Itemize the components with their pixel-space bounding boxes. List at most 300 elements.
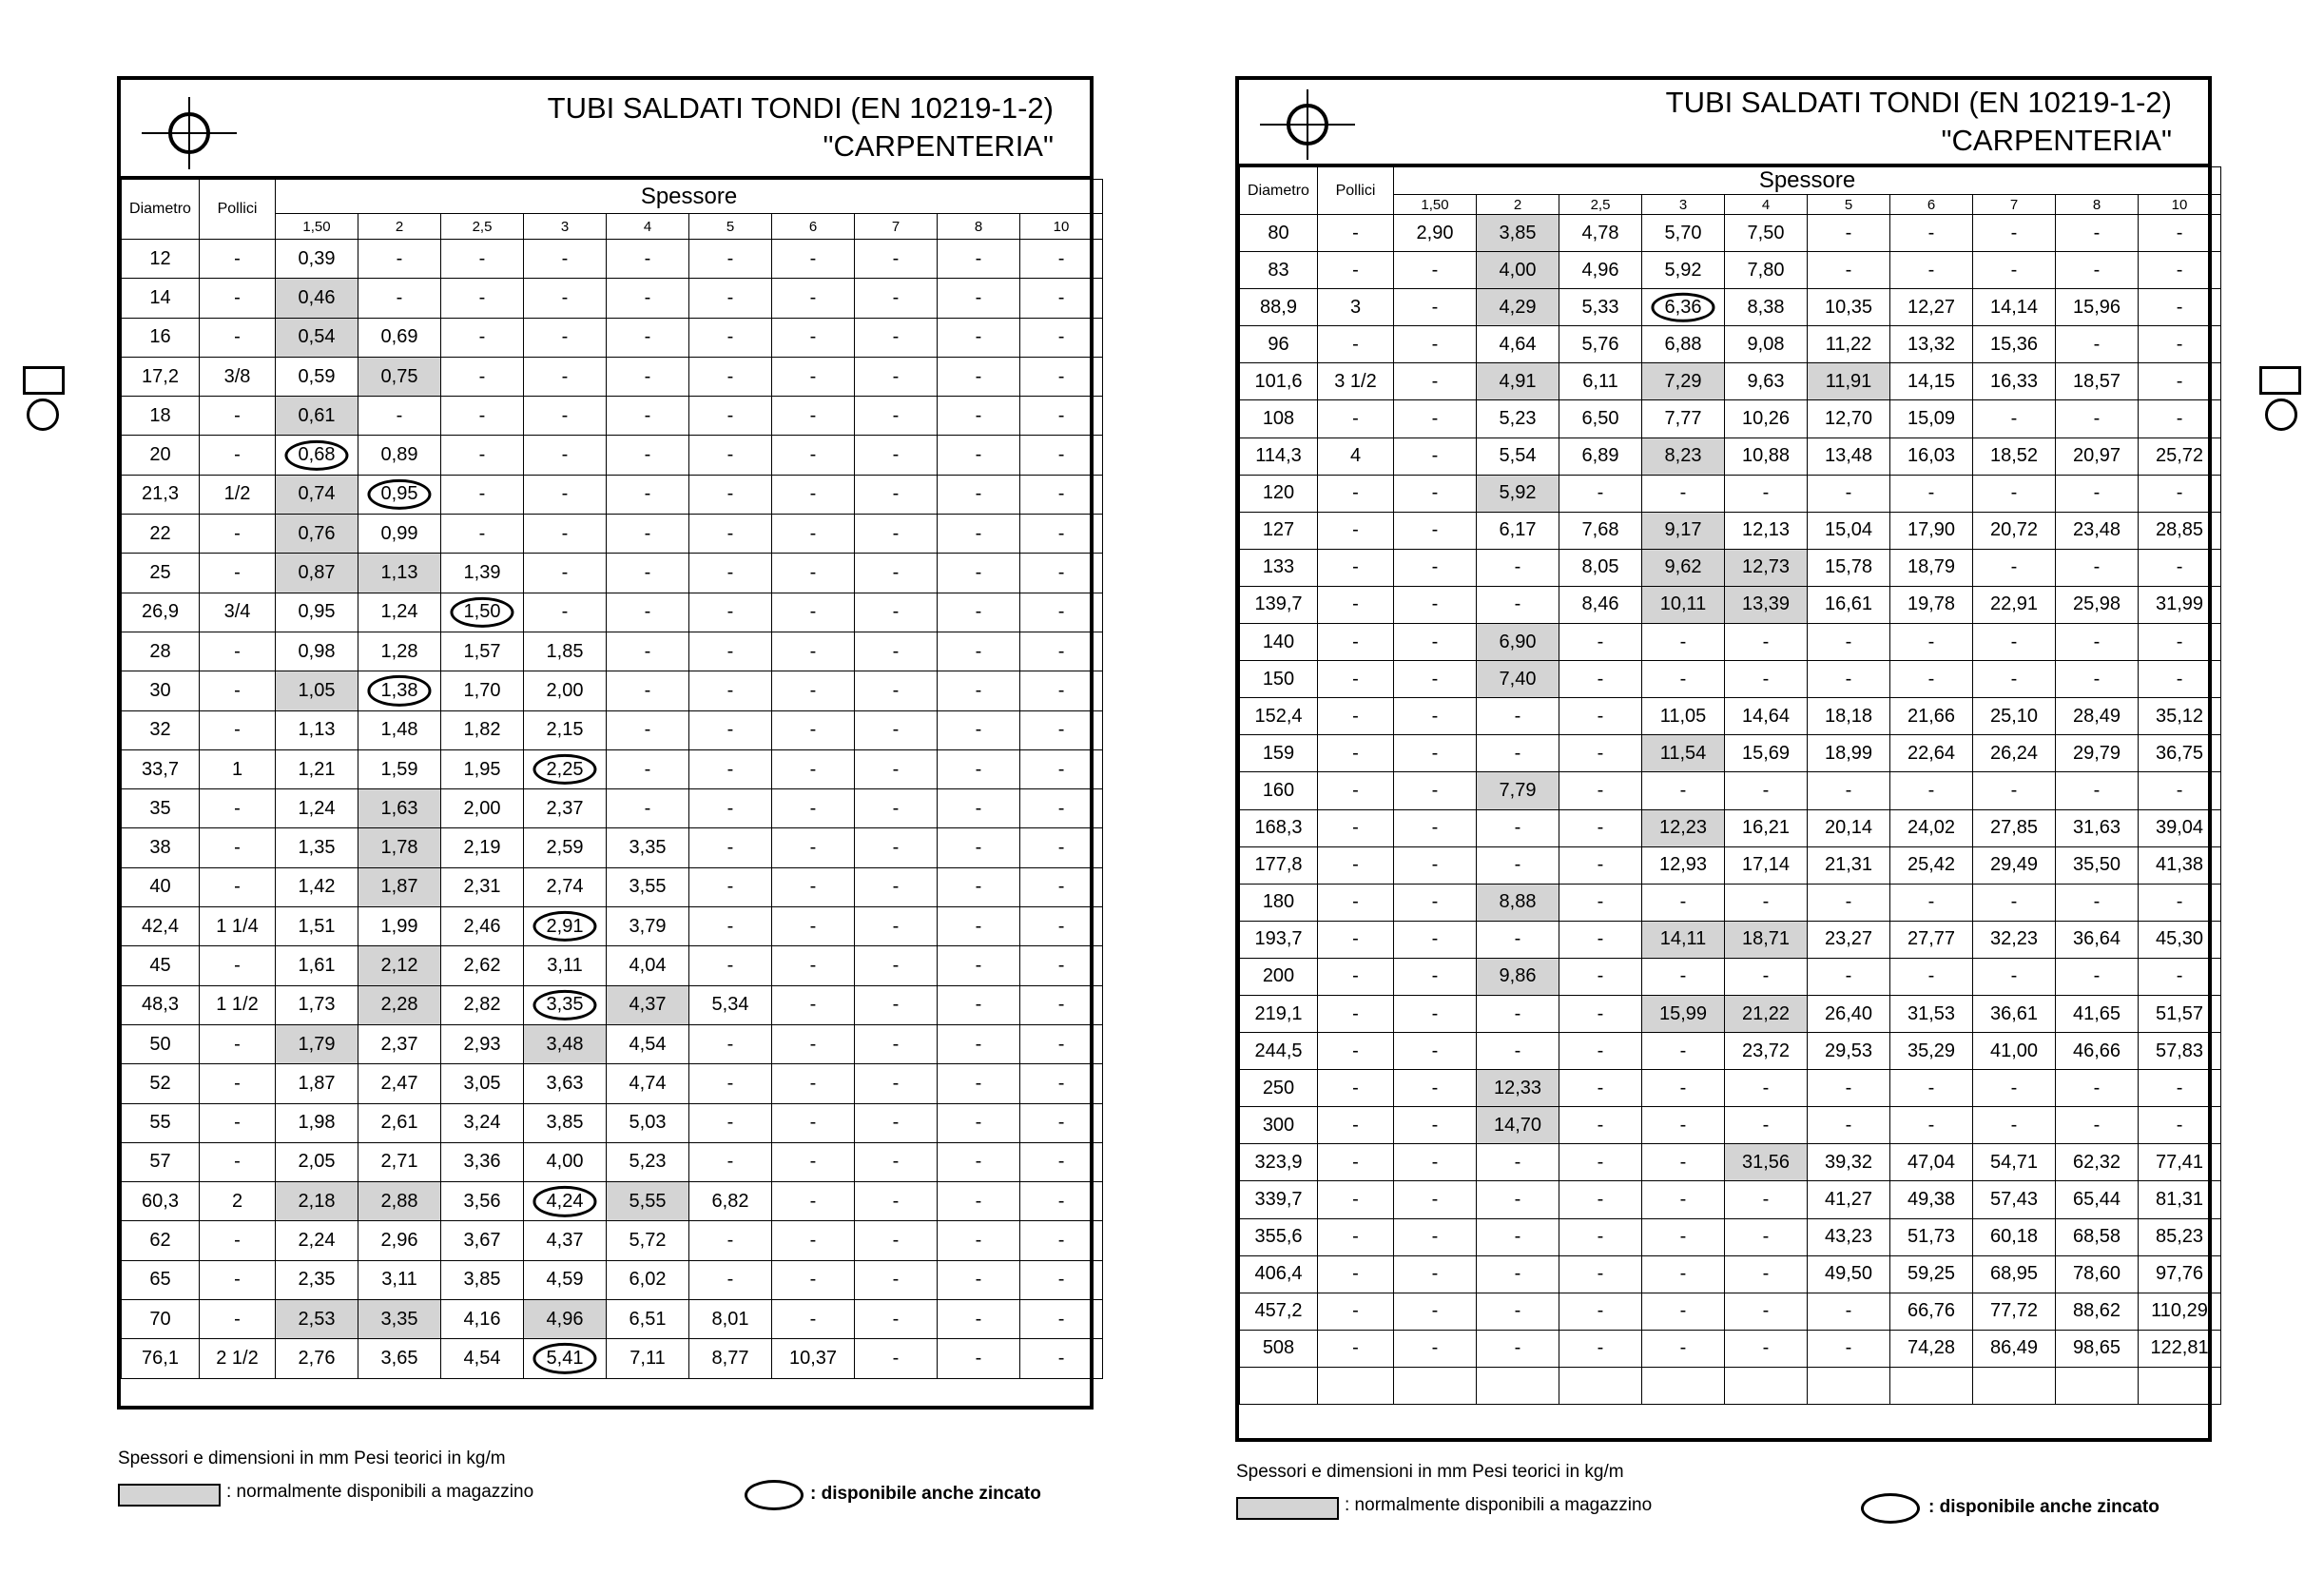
weight-cell: - bbox=[524, 357, 607, 396]
weight-cell: 0,61 bbox=[276, 397, 358, 436]
inch-cell: - bbox=[200, 279, 276, 318]
weight-cell: - bbox=[607, 475, 689, 514]
weight-cell: 5,55 bbox=[607, 1182, 689, 1221]
weight-cell: 13,48 bbox=[1808, 438, 1890, 475]
weight-cell: 36,75 bbox=[2139, 735, 2221, 772]
weight-cell: - bbox=[855, 1300, 938, 1339]
weight-cell: 10,11 bbox=[1642, 586, 1725, 623]
diameter-cell: 65 bbox=[122, 1260, 200, 1299]
inch-cell: - bbox=[200, 1260, 276, 1299]
weight-cell: - bbox=[855, 1024, 938, 1063]
weight-cell: - bbox=[1020, 632, 1103, 671]
weight-value: 5,41 bbox=[546, 1347, 584, 1369]
weight-cell: 3,65 bbox=[358, 1339, 441, 1378]
right-legend-shaded-swatch bbox=[1236, 1497, 1339, 1520]
weight-cell: 2,96 bbox=[358, 1221, 441, 1260]
weight-cell: 0,87 bbox=[276, 554, 358, 593]
table-row bbox=[1240, 1144, 2221, 1181]
weight-cell: 18,57 bbox=[2056, 363, 2139, 400]
weight-cell: - bbox=[772, 357, 855, 396]
weight-cell bbox=[1642, 289, 1725, 326]
weight-cell: 28,85 bbox=[2139, 512, 2221, 549]
weight-cell: - bbox=[1808, 772, 1890, 809]
weight-cell: 22,64 bbox=[1890, 735, 1973, 772]
diameter-cell: 20 bbox=[122, 436, 200, 475]
weight-cell: - bbox=[2056, 884, 2139, 921]
weight-cell bbox=[1808, 1367, 1890, 1404]
inch-cell: - bbox=[1318, 809, 1394, 846]
weight-cell: 3,56 bbox=[441, 1182, 524, 1221]
weight-cell: - bbox=[855, 985, 938, 1024]
weight-cell: - bbox=[1725, 1293, 1808, 1330]
weight-cell: - bbox=[938, 1339, 1020, 1378]
weight-cell: - bbox=[1020, 867, 1103, 906]
weight-cell: - bbox=[855, 1064, 938, 1103]
weight-cell: - bbox=[1477, 1255, 1559, 1293]
weight-cell: 4,96 bbox=[1559, 252, 1642, 289]
weight-cell: 36,61 bbox=[1973, 995, 2056, 1032]
weight-cell: 15,36 bbox=[1973, 326, 2056, 363]
weight-cell: - bbox=[855, 907, 938, 946]
weight-cell: - bbox=[772, 749, 855, 788]
diameter-cell: 159 bbox=[1240, 735, 1318, 772]
weight-cell: - bbox=[1020, 1142, 1103, 1181]
weight-cell: - bbox=[2056, 549, 2139, 586]
weight-cell: - bbox=[1477, 549, 1559, 586]
weight-cell: - bbox=[1020, 1182, 1103, 1221]
weight-value: 0,68 bbox=[298, 444, 336, 466]
weight-cell: 32,23 bbox=[1973, 921, 2056, 958]
weights-table-right bbox=[1239, 166, 2221, 1405]
weight-cell: - bbox=[1394, 400, 1477, 438]
weight-cell: 2,12 bbox=[358, 946, 441, 985]
weight-cell: 3,35 bbox=[358, 1300, 441, 1339]
weight-cell: - bbox=[938, 318, 1020, 357]
weight-cell: - bbox=[2139, 252, 2221, 289]
weight-cell: - bbox=[855, 1182, 938, 1221]
weight-cell: 6,17 bbox=[1477, 512, 1559, 549]
weight-cell bbox=[1725, 1367, 1808, 1404]
weight-cell: 2,93 bbox=[441, 1024, 524, 1063]
weight-cell: - bbox=[1394, 995, 1477, 1032]
weight-cell: - bbox=[1642, 1255, 1725, 1293]
weight-cell: - bbox=[1808, 884, 1890, 921]
diameter-cell: 18 bbox=[122, 397, 200, 436]
weight-cell: - bbox=[938, 867, 1020, 906]
weight-cell: 1,82 bbox=[441, 710, 524, 749]
diameter-cell: 139,7 bbox=[1240, 586, 1318, 623]
weight-cell: 1,42 bbox=[276, 867, 358, 906]
weight-cell: 3,48 bbox=[524, 1024, 607, 1063]
weight-cell: 1,24 bbox=[358, 593, 441, 632]
diameter-cell: 76,1 bbox=[122, 1339, 200, 1378]
inch-cell: - bbox=[200, 828, 276, 867]
weight-cell: - bbox=[1725, 1107, 1808, 1144]
weight-cell: - bbox=[938, 632, 1020, 671]
weight-value: 6,36 bbox=[1664, 296, 1702, 318]
weight-cell: - bbox=[1808, 215, 1890, 252]
weight-cell bbox=[1642, 1367, 1725, 1404]
weight-cell: 4,00 bbox=[1477, 252, 1559, 289]
weight-cell: - bbox=[1020, 357, 1103, 396]
weight-cell: - bbox=[1394, 1330, 1477, 1367]
weight-cell: - bbox=[441, 318, 524, 357]
weight-cell: 4,04 bbox=[607, 946, 689, 985]
diameter-cell: 114,3 bbox=[1240, 438, 1318, 475]
diameter-cell: 96 bbox=[1240, 326, 1318, 363]
inch-cell: 2 bbox=[200, 1182, 276, 1221]
weight-cell: - bbox=[772, 1024, 855, 1063]
inch-cell: - bbox=[1318, 549, 1394, 586]
left-legend-shaded-swatch bbox=[118, 1484, 221, 1507]
weight-cell: 39,04 bbox=[2139, 809, 2221, 846]
weight-cell: 1,79 bbox=[276, 1024, 358, 1063]
weight-cell: 4,54 bbox=[607, 1024, 689, 1063]
inch-cell: - bbox=[1318, 1255, 1394, 1293]
weight-cell: 62,32 bbox=[2056, 1144, 2139, 1181]
thickness-header: 4 bbox=[607, 214, 689, 240]
weight-cell: 45,30 bbox=[2139, 921, 2221, 958]
weight-cell: 17,14 bbox=[1725, 846, 1808, 884]
weight-cell: - bbox=[855, 1339, 938, 1378]
weight-cell: 18,79 bbox=[1890, 549, 1973, 586]
weight-cell: - bbox=[1394, 772, 1477, 809]
weight-cell: - bbox=[1020, 789, 1103, 828]
diameter-cell: 42,4 bbox=[122, 907, 200, 946]
table-row bbox=[1240, 661, 2221, 698]
inch-cell: 1/2 bbox=[200, 475, 276, 514]
weight-cell: - bbox=[689, 749, 772, 788]
weight-cell: 22,91 bbox=[1973, 586, 2056, 623]
weight-cell: - bbox=[1642, 1144, 1725, 1181]
diameter-cell: 101,6 bbox=[1240, 363, 1318, 400]
weight-cell: 4,16 bbox=[441, 1300, 524, 1339]
weight-cell: - bbox=[1559, 1293, 1642, 1330]
weight-cell: - bbox=[1973, 661, 2056, 698]
weight-cell: - bbox=[855, 867, 938, 906]
weight-cell: - bbox=[772, 1300, 855, 1339]
weight-cell: - bbox=[1559, 1070, 1642, 1107]
inch-cell: - bbox=[200, 1221, 276, 1260]
weight-cell: 19,78 bbox=[1890, 586, 1973, 623]
weight-cell: 3,24 bbox=[441, 1103, 524, 1142]
weight-cell: - bbox=[772, 1103, 855, 1142]
diameter-cell: 193,7 bbox=[1240, 921, 1318, 958]
weight-cell: 4,78 bbox=[1559, 215, 1642, 252]
weight-cell: - bbox=[1559, 1033, 1642, 1070]
weight-cell: - bbox=[1559, 772, 1642, 809]
weight-cell: 31,99 bbox=[2139, 586, 2221, 623]
weight-cell: - bbox=[772, 318, 855, 357]
table-row bbox=[1240, 549, 2221, 586]
weight-cell: - bbox=[1394, 586, 1477, 623]
weight-cell: - bbox=[689, 515, 772, 554]
table-row bbox=[122, 397, 1103, 436]
weight-cell: 6,11 bbox=[1559, 363, 1642, 400]
weight-cell: - bbox=[938, 985, 1020, 1024]
col-header-pollici: Pollici bbox=[1318, 167, 1394, 215]
weight-value: 3,35 bbox=[546, 994, 584, 1016]
weight-cell: - bbox=[2139, 326, 2221, 363]
inch-cell: - bbox=[200, 240, 276, 279]
weight-cell: 1,99 bbox=[358, 907, 441, 946]
weight-cell: - bbox=[772, 946, 855, 985]
weight-cell: 2,28 bbox=[358, 985, 441, 1024]
weight-cell: - bbox=[1808, 1107, 1890, 1144]
weight-cell: - bbox=[1642, 772, 1725, 809]
left-legend-circled-label: : disponibile anche zincato bbox=[810, 1484, 1041, 1504]
weight-cell: - bbox=[772, 515, 855, 554]
weight-cell: - bbox=[1394, 958, 1477, 995]
weight-cell: - bbox=[441, 279, 524, 318]
col-header-diametro: Diametro bbox=[122, 180, 200, 240]
weight-cell: - bbox=[938, 1024, 1020, 1063]
weight-cell: 8,05 bbox=[1559, 549, 1642, 586]
weight-cell: 49,50 bbox=[1808, 1255, 1890, 1293]
weight-cell bbox=[276, 436, 358, 475]
weight-cell: - bbox=[1020, 1103, 1103, 1142]
diameter-cell: 25 bbox=[122, 554, 200, 593]
weight-cell: - bbox=[689, 907, 772, 946]
diameter-cell: 50 bbox=[122, 1024, 200, 1063]
thickness-header: 2 bbox=[358, 214, 441, 240]
weight-cell: 4,64 bbox=[1477, 326, 1559, 363]
table-row bbox=[1240, 400, 2221, 438]
table-row bbox=[1240, 921, 2221, 958]
weight-cell: - bbox=[938, 279, 1020, 318]
weight-cell: - bbox=[772, 1260, 855, 1299]
weight-cell: - bbox=[855, 632, 938, 671]
weight-cell: - bbox=[938, 515, 1020, 554]
weight-cell: 0,54 bbox=[276, 318, 358, 357]
inch-cell: - bbox=[200, 436, 276, 475]
weight-cell: - bbox=[689, 240, 772, 279]
weight-cell: - bbox=[1973, 252, 2056, 289]
title-line-1: TUBI SALDATI TONDI (EN 10219-1-2) bbox=[1665, 86, 2172, 119]
thickness-header: 4 bbox=[1725, 195, 1808, 215]
right-note: Spessori e dimensioni in mm Pesi teorici in kg/m bbox=[1236, 1462, 1624, 1482]
weight-cell: - bbox=[938, 1221, 1020, 1260]
weight-cell: - bbox=[1642, 1181, 1725, 1218]
weight-cell: - bbox=[938, 789, 1020, 828]
weight-cell: 10,37 bbox=[772, 1339, 855, 1378]
weight-cell: - bbox=[1394, 1144, 1477, 1181]
diameter-cell: 48,3 bbox=[122, 985, 200, 1024]
weight-cell: 27,77 bbox=[1890, 921, 1973, 958]
weight-cell: - bbox=[1020, 1260, 1103, 1299]
weight-cell: - bbox=[1890, 252, 1973, 289]
weight-cell: 77,41 bbox=[2139, 1144, 2221, 1181]
title-line-1: TUBI SALDATI TONDI (EN 10219-1-2) bbox=[547, 91, 1054, 125]
inch-cell: - bbox=[200, 789, 276, 828]
weight-cell: - bbox=[1559, 1107, 1642, 1144]
weight-cell: - bbox=[855, 279, 938, 318]
weight-cell: - bbox=[441, 436, 524, 475]
weight-cell: - bbox=[2056, 624, 2139, 661]
table-row bbox=[1240, 1070, 2221, 1107]
inch-cell: - bbox=[200, 1024, 276, 1063]
table-row bbox=[1240, 1218, 2221, 1255]
thickness-header: 2 bbox=[1477, 195, 1559, 215]
weight-cell: - bbox=[689, 554, 772, 593]
weight-cell: - bbox=[2056, 475, 2139, 512]
weight-cell: 2,74 bbox=[524, 867, 607, 906]
weight-cell: - bbox=[1477, 809, 1559, 846]
table-row bbox=[122, 1300, 1103, 1339]
weight-cell: 5,33 bbox=[1559, 289, 1642, 326]
weight-cell: 12,23 bbox=[1642, 809, 1725, 846]
table-row bbox=[122, 1024, 1103, 1063]
weight-cell: 43,23 bbox=[1808, 1218, 1890, 1255]
weight-cell: - bbox=[855, 318, 938, 357]
table-row bbox=[1240, 1033, 2221, 1070]
weight-cell: - bbox=[938, 1064, 1020, 1103]
diameter-cell: 62 bbox=[122, 1221, 200, 1260]
table-row bbox=[122, 749, 1103, 788]
weight-cell: 23,48 bbox=[2056, 512, 2139, 549]
weight-cell: - bbox=[1973, 549, 2056, 586]
weight-cell: 28,49 bbox=[2056, 698, 2139, 735]
weight-cell: - bbox=[2056, 252, 2139, 289]
weight-cell: - bbox=[855, 1142, 938, 1181]
weight-cell: 25,72 bbox=[2139, 438, 2221, 475]
weight-cell: - bbox=[772, 828, 855, 867]
left-header bbox=[121, 80, 1090, 179]
diameter-cell: 120 bbox=[1240, 475, 1318, 512]
weight-cell: 78,60 bbox=[2056, 1255, 2139, 1293]
weight-cell: 2,35 bbox=[276, 1260, 358, 1299]
weight-cell bbox=[2139, 1367, 2221, 1404]
weight-cell: - bbox=[2056, 958, 2139, 995]
weight-cell: 1,05 bbox=[276, 671, 358, 710]
table-row bbox=[122, 985, 1103, 1024]
weight-cell: - bbox=[772, 240, 855, 279]
weight-cell: 1,48 bbox=[358, 710, 441, 749]
diameter-cell: 60,3 bbox=[122, 1182, 200, 1221]
weight-cell: - bbox=[772, 907, 855, 946]
weight-cell: 15,04 bbox=[1808, 512, 1890, 549]
weight-cell: 68,58 bbox=[2056, 1218, 2139, 1255]
weight-cell: 16,33 bbox=[1973, 363, 2056, 400]
weight-cell: 31,63 bbox=[2056, 809, 2139, 846]
weight-cell: 16,61 bbox=[1808, 586, 1890, 623]
weight-cell: - bbox=[772, 1064, 855, 1103]
weight-cell: 6,89 bbox=[1559, 438, 1642, 475]
thickness-header: 1,50 bbox=[276, 214, 358, 240]
weight-cell: - bbox=[772, 1182, 855, 1221]
table-row bbox=[122, 1221, 1103, 1260]
weight-cell: - bbox=[1020, 1064, 1103, 1103]
weight-cell: 9,08 bbox=[1725, 326, 1808, 363]
diameter-cell: 160 bbox=[1240, 772, 1318, 809]
table-row bbox=[1240, 289, 2221, 326]
weight-cell: - bbox=[689, 1103, 772, 1142]
weight-cell: - bbox=[1890, 475, 1973, 512]
weight-cell: - bbox=[2056, 326, 2139, 363]
weight-cell: 12,33 bbox=[1477, 1070, 1559, 1107]
weight-cell: - bbox=[1890, 1070, 1973, 1107]
weight-cell: - bbox=[689, 318, 772, 357]
crosshair-icon bbox=[1260, 89, 1355, 160]
diameter-cell: 508 bbox=[1240, 1330, 1318, 1367]
weight-cell: - bbox=[1394, 1107, 1477, 1144]
weight-cell: - bbox=[1808, 1070, 1890, 1107]
weight-cell: 1,13 bbox=[358, 554, 441, 593]
weight-cell: - bbox=[1394, 809, 1477, 846]
weight-cell: 54,71 bbox=[1973, 1144, 2056, 1181]
weight-cell: - bbox=[1642, 1033, 1725, 1070]
weight-cell: 3,85 bbox=[441, 1260, 524, 1299]
weight-cell bbox=[358, 475, 441, 514]
weight-cell: 7,79 bbox=[1477, 772, 1559, 809]
weight-cell: 0,99 bbox=[358, 515, 441, 554]
weight-cell: 2,00 bbox=[441, 789, 524, 828]
weight-cell: - bbox=[358, 279, 441, 318]
weight-cell: - bbox=[938, 593, 1020, 632]
weight-cell: 0,76 bbox=[276, 515, 358, 554]
right-legend-shaded-label: : normalmente disponibili a magazzino bbox=[1345, 1495, 1653, 1515]
weight-cell: - bbox=[1020, 515, 1103, 554]
inch-cell: 3/8 bbox=[200, 357, 276, 396]
weight-cell: 3,67 bbox=[441, 1221, 524, 1260]
thickness-header: 8 bbox=[2056, 195, 2139, 215]
table-row bbox=[122, 279, 1103, 318]
weight-cell bbox=[524, 1182, 607, 1221]
weight-cell: - bbox=[772, 867, 855, 906]
right-legend-circled-label: : disponibile anche zincato bbox=[1928, 1497, 2159, 1517]
inch-cell: - bbox=[1318, 326, 1394, 363]
weight-cell: 7,29 bbox=[1642, 363, 1725, 400]
title-block bbox=[548, 89, 1054, 165]
weight-cell: 3,63 bbox=[524, 1064, 607, 1103]
weight-cell: 74,28 bbox=[1890, 1330, 1973, 1367]
weight-cell: 10,35 bbox=[1808, 289, 1890, 326]
weight-cell: - bbox=[1020, 710, 1103, 749]
weight-cell: - bbox=[1559, 698, 1642, 735]
weight-cell: 81,31 bbox=[2139, 1181, 2221, 1218]
weight-cell: - bbox=[1394, 363, 1477, 400]
weight-cell: 1,98 bbox=[276, 1103, 358, 1142]
weight-cell: 9,17 bbox=[1642, 512, 1725, 549]
inch-cell: - bbox=[200, 632, 276, 671]
weight-cell: 5,72 bbox=[607, 1221, 689, 1260]
inch-cell: - bbox=[1318, 475, 1394, 512]
weight-cell: - bbox=[855, 828, 938, 867]
title-line-2: "CARPENTERIA" bbox=[1941, 124, 2172, 157]
weight-cell: - bbox=[689, 1221, 772, 1260]
weight-cell: 29,49 bbox=[1973, 846, 2056, 884]
weight-cell: - bbox=[1394, 624, 1477, 661]
weight-cell: 4,54 bbox=[441, 1339, 524, 1378]
table-row bbox=[122, 1142, 1103, 1181]
weight-cell: - bbox=[772, 671, 855, 710]
weight-cell: 6,50 bbox=[1559, 400, 1642, 438]
weight-cell: 1,73 bbox=[276, 985, 358, 1024]
weight-cell: - bbox=[1394, 1293, 1477, 1330]
table-row bbox=[1240, 1367, 2221, 1404]
weight-cell: 21,66 bbox=[1890, 698, 1973, 735]
table-row bbox=[1240, 215, 2221, 252]
weight-cell: 1,78 bbox=[358, 828, 441, 867]
table-row bbox=[1240, 1181, 2221, 1218]
inch-cell: - bbox=[1318, 1218, 1394, 1255]
table-row bbox=[122, 554, 1103, 593]
weight-cell: - bbox=[1642, 475, 1725, 512]
weight-cell: 1,70 bbox=[441, 671, 524, 710]
weight-cell: 49,38 bbox=[1890, 1181, 1973, 1218]
weight-cell: - bbox=[1725, 624, 1808, 661]
weight-cell: 29,53 bbox=[1808, 1033, 1890, 1070]
